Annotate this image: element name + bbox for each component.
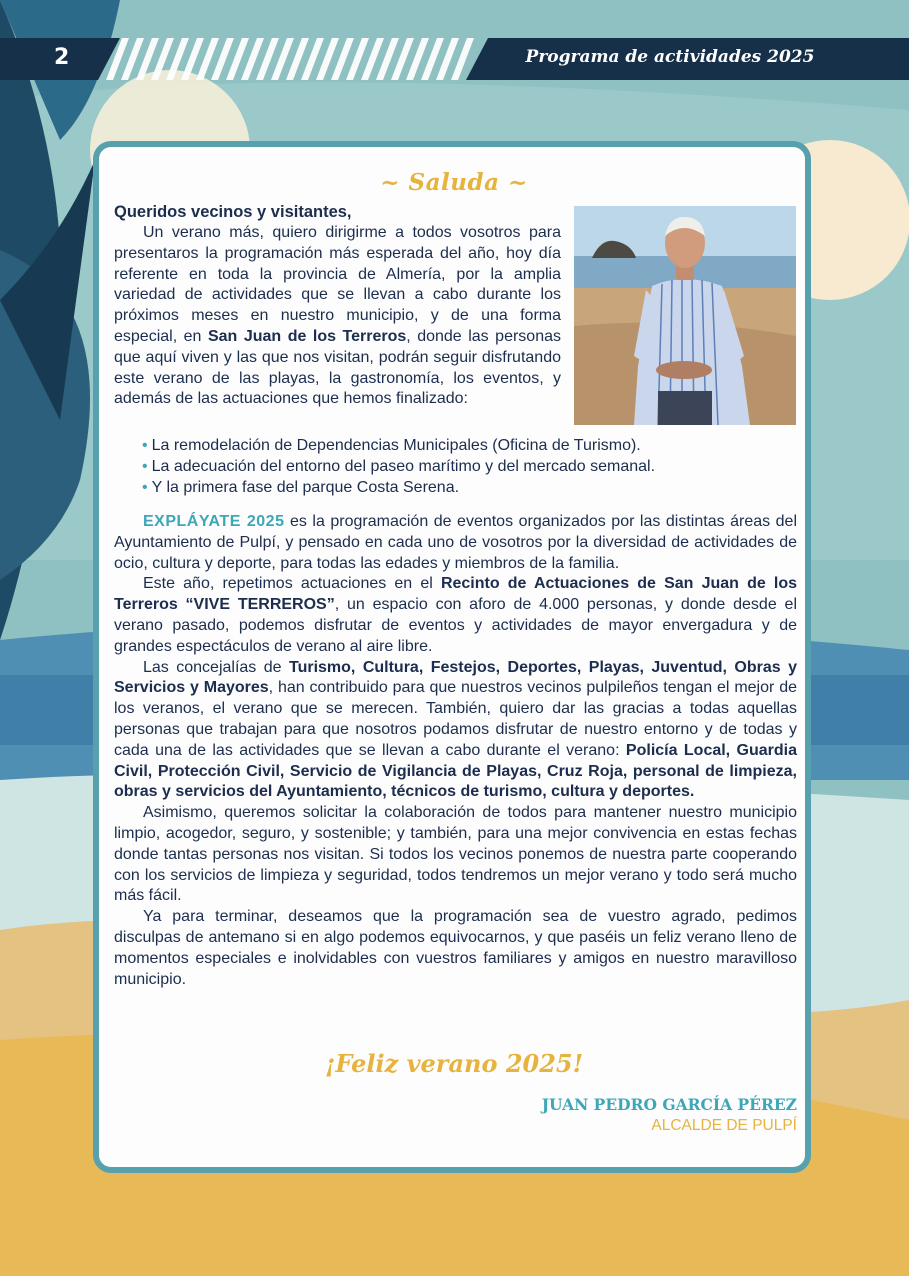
bullet-icon: • — [142, 437, 148, 454]
header-title: Programa de actividades 2025 — [525, 47, 815, 67]
letter-heading: ~ Saluda ~ — [380, 169, 528, 196]
letter-body — [114, 512, 797, 990]
list-item: • Y la primera fase del parque Costa Serena. — [142, 478, 460, 496]
page-number: 2 — [54, 45, 70, 70]
list-item: • La remodelación de Dependencias Municipales (Oficina de Turismo). — [142, 437, 641, 454]
paragraph-despedida: Ya para terminar, deseamos que la programación sea de vuestro agrado, pedimos disculpas de antemano si en algo podemos equivocarnos, y que paséis un feliz verano lleno de momentos especiales e inolvidables con vuestros familiares y amigos en nuestro maravilloso municipio. — [114, 908, 797, 988]
paragraph-concejalias: Las concejalías de Turismo, Cultura, Festejos, Deportes, Playas, Juventud, Obras y Servicios y Mayores, han contribuido para que nuestros vecinos pulpileños tengan el mejor de los veranos, el verano que se merecen. También, quiero dar las gracias a todas aquellas personas que trabajan para que nosotros podamos disfrutar de nuestro entorno y de todas y cada una de las actividades que se llevan a cabo durante el verano: Policía Local, Guardia Civil, Protección Civil, Servicio de Vigilancia de Playas, Cruz Roja, personal de limpieza, obras y servicios del Ayuntamiento, técnicos de turismo, cultura y deportes. — [114, 658, 797, 801]
signer-name: JUAN PEDRO GARCÍA PÉREZ — [541, 1095, 797, 1114]
paragraph-explayate: EXPLÁYATE 2025 es la programación de eventos organizados por las distintas áreas del Ayuntamiento de Pulpí, y pensado en cada uno de vosotros por la diversidad de actividades de ocio, cultura y deporte, para todas las edades y miembros de la familia. — [114, 513, 798, 572]
mayor-photo — [574, 206, 796, 425]
intro-paragraph: Un verano más, quiero dirigirme a todos vosotros para presentaros la programación más esperada del año, hoy día referente en toda la provincia de Almería, por la amplia variedad de actividades que se llevan a cabo durante los próximos meses en nuestro municipio, y de una forma especial, en San Juan de los Terreros, donde las personas que aquí viven y las que nos visitan, podrán seguir disfrutando este verano de las playas, la gastronomía, los eventos, y además de las actuaciones que hemos finalizado: — [114, 224, 562, 408]
signer-role: ALCALDE DE PULPÍ — [651, 1117, 797, 1134]
completed-works-list — [142, 436, 782, 498]
greeting: Queridos vecinos y visitantes, — [114, 203, 352, 221]
paragraph-vive-terreros: Este año, repetimos actuaciones en el Recinto de Actuaciones de San Juan de los Terreros “VIVE TERREROS”, un espacio con aforo de 4.000 personas, y donde desde el verano pasado, podemos disfrutar de eventos y actividades de mayor envergadura y de grandes espectáculos de verano al aire libre. — [114, 575, 798, 655]
closing-greeting: ¡Feliz verano 2025! — [324, 1049, 584, 1078]
paragraph-colaboracion: Asimismo, queremos solicitar la colaboración de todos para mantener nuestro municipio limpio, acogedor, seguro, y sostenible; y también, para una mejor convivencia en estas fechas donde tantas personas nos visitan. Si todos los vecinos ponemos de nuestra parte cooperando con los servicios de limpieza y seguridad, todos tendremos un mejor verano y todo será mucho más fácil. — [114, 804, 797, 905]
bullet-icon: • — [142, 478, 148, 496]
bullet-icon: • — [142, 457, 148, 475]
list-item: • La adecuación del entorno del paseo marítimo y del mercado semanal. — [142, 457, 656, 475]
